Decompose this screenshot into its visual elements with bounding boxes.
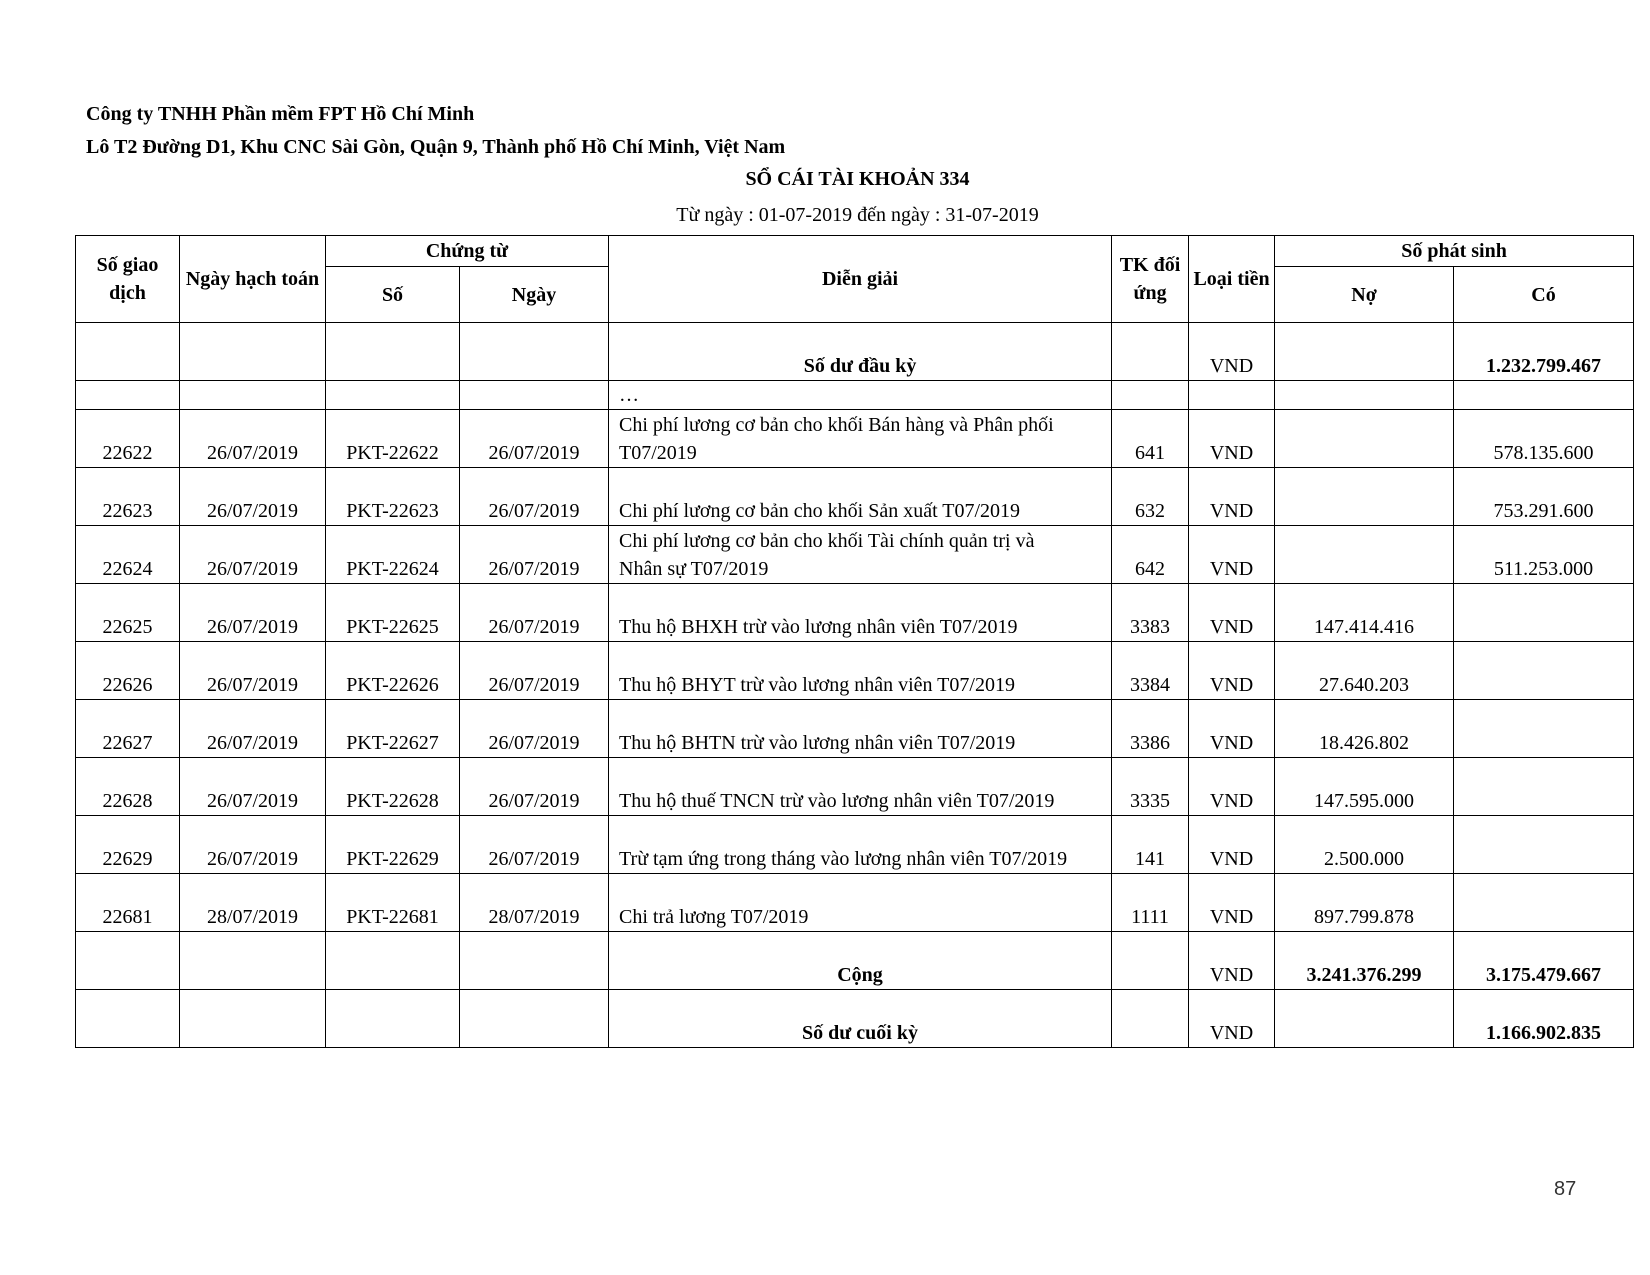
description-line	[619, 701, 1107, 729]
total-label: Cộng	[609, 932, 1112, 990]
description-line: T07/2019	[619, 442, 697, 464]
total-currency: VND	[1189, 932, 1275, 990]
currency: VND	[1189, 758, 1275, 816]
page-number: 87	[1554, 1178, 1577, 1200]
description-line: Chi trả lương T07/2019	[619, 906, 809, 928]
posting-date: 26/07/2019	[180, 526, 326, 584]
document-date: 26/07/2019	[460, 758, 609, 816]
col-header-so: Số	[326, 267, 460, 323]
currency: VND	[1189, 468, 1275, 526]
debit-amount: 147.595.000	[1275, 758, 1454, 816]
posting-date: 26/07/2019	[180, 410, 326, 468]
description-cell	[609, 642, 1112, 700]
document-number: PKT-22622	[326, 410, 460, 468]
document-date: 26/07/2019	[460, 816, 609, 874]
closing-balance-currency: VND	[1189, 990, 1275, 1048]
currency: VND	[1189, 816, 1275, 874]
currency: VND	[1189, 642, 1275, 700]
description-line: Thu hộ BHTN trừ vào lương nhân viên T07/2019	[619, 732, 1016, 754]
company-name: Công ty TNHH Phần mềm FPT Hồ Chí Minh	[86, 103, 475, 125]
debit-amount: 18.426.802	[1275, 700, 1454, 758]
description-line	[619, 817, 1107, 845]
description-cell	[609, 468, 1112, 526]
transaction-id: 22681	[76, 874, 180, 932]
posting-date: 26/07/2019	[180, 468, 326, 526]
col-header-ngay: Ngày	[460, 267, 609, 323]
opening-balance-label: Số dư đầu kỳ	[609, 323, 1112, 381]
transaction-id: 22623	[76, 468, 180, 526]
document-number: PKT-22627	[326, 700, 460, 758]
ledger-body	[76, 323, 1634, 1048]
document-number: PKT-22624	[326, 526, 460, 584]
debit-amount: 147.414.416	[1275, 584, 1454, 642]
transaction-id: 22629	[76, 816, 180, 874]
col-header-loai-tien: Loại tiền	[1189, 236, 1275, 323]
transaction-id: 22626	[76, 642, 180, 700]
posting-date: 26/07/2019	[180, 816, 326, 874]
description-line: Thu hộ BHXH trừ vào lương nhân viên T07/2019	[619, 616, 1018, 638]
table-row	[76, 816, 1634, 874]
posting-date: 26/07/2019	[180, 758, 326, 816]
col-header-no: Nợ	[1275, 267, 1454, 323]
document-number: PKT-22628	[326, 758, 460, 816]
description-line: Nhân sự T07/2019	[619, 558, 769, 580]
document-number: PKT-22626	[326, 642, 460, 700]
col-header-dien-giai: Diễn giải	[609, 236, 1112, 323]
ledger-table	[75, 235, 1634, 1048]
posting-date: 26/07/2019	[180, 584, 326, 642]
col-header-chung-tu: Chứng từ	[326, 236, 609, 267]
currency: VND	[1189, 874, 1275, 932]
transaction-id: 22625	[76, 584, 180, 642]
total-row	[76, 932, 1634, 990]
opening-balance-currency: VND	[1189, 323, 1275, 381]
col-header-ngay-hach-toan: Ngày hạch toán	[180, 236, 326, 323]
document-date: 26/07/2019	[460, 642, 609, 700]
credit-amount: 511.253.000	[1454, 526, 1634, 584]
credit-amount	[1454, 758, 1634, 816]
description-cell	[609, 700, 1112, 758]
description-cell	[609, 758, 1112, 816]
debit-amount: 27.640.203	[1275, 642, 1454, 700]
transaction-id: 22624	[76, 526, 180, 584]
table-row	[76, 526, 1634, 584]
transaction-id: 22627	[76, 700, 180, 758]
document-number: PKT-22681	[326, 874, 460, 932]
description-line: Chi phí lương cơ bản cho khối Sản xuất T07/2019	[619, 500, 1021, 522]
col-header-co: Có	[1454, 267, 1634, 323]
document-number: PKT-22623	[326, 468, 460, 526]
description-line	[619, 643, 1107, 671]
contra-account: 3335	[1112, 758, 1189, 816]
closing-balance-label: Số dư cuối kỳ	[609, 990, 1112, 1048]
contra-account: 641	[1112, 410, 1189, 468]
contra-account: 642	[1112, 526, 1189, 584]
document-date: 26/07/2019	[460, 410, 609, 468]
contra-account: 3386	[1112, 700, 1189, 758]
description-cell	[609, 526, 1112, 584]
currency: VND	[1189, 700, 1275, 758]
description-line	[619, 875, 1107, 903]
description-cell	[609, 584, 1112, 642]
credit-amount	[1454, 874, 1634, 932]
credit-amount	[1454, 642, 1634, 700]
currency: VND	[1189, 526, 1275, 584]
document-date: 26/07/2019	[460, 700, 609, 758]
posting-date: 26/07/2019	[180, 700, 326, 758]
description-line: Thu hộ thuế TNCN trừ vào lương nhân viên T07/2019	[619, 790, 1055, 812]
document-date: 28/07/2019	[460, 874, 609, 932]
ledger-period: Từ ngày : 01-07-2019 đến ngày : 31-07-2019	[676, 204, 1039, 226]
contra-account: 632	[1112, 468, 1189, 526]
document-date: 26/07/2019	[460, 526, 609, 584]
contra-account: 3383	[1112, 584, 1189, 642]
document-number: PKT-22625	[326, 584, 460, 642]
document-number: PKT-22629	[326, 816, 460, 874]
description-line: Chi phí lương cơ bản cho khối Tài chính quản trị và	[619, 530, 1035, 552]
description-cell	[609, 410, 1112, 468]
col-header-tk-doi-ung: TK đối ứng	[1112, 236, 1189, 323]
description-line	[619, 759, 1107, 787]
currency: VND	[1189, 410, 1275, 468]
document-date: 26/07/2019	[460, 468, 609, 526]
credit-amount	[1454, 816, 1634, 874]
table-row	[76, 468, 1634, 526]
document-date: 26/07/2019	[460, 584, 609, 642]
transaction-id: 22622	[76, 410, 180, 468]
table-row	[76, 410, 1634, 468]
credit-amount: 753.291.600	[1454, 468, 1634, 526]
credit-amount: 578.135.600	[1454, 410, 1634, 468]
description-cell	[609, 874, 1112, 932]
col-header-so-giao-dich: Số giao dịch	[76, 236, 180, 323]
contra-account: 1111	[1112, 874, 1189, 932]
debit-amount	[1275, 526, 1454, 584]
contra-account: 3384	[1112, 642, 1189, 700]
currency: VND	[1189, 584, 1275, 642]
company-address: Lô T2 Đường D1, Khu CNC Sài Gòn, Quận 9, Thành phố Hồ Chí Minh, Việt Nam	[86, 136, 786, 158]
total-no: 3.241.376.299	[1275, 932, 1454, 990]
debit-amount	[1275, 410, 1454, 468]
table-row	[76, 584, 1634, 642]
table-row	[76, 700, 1634, 758]
ellipsis-row	[76, 381, 1634, 410]
col-header-so-phat-sinh: Số phát sinh	[1275, 236, 1634, 267]
posting-date: 28/07/2019	[180, 874, 326, 932]
credit-amount	[1454, 584, 1634, 642]
debit-amount: 2.500.000	[1275, 816, 1454, 874]
closing-balance-co: 1.166.902.835	[1454, 990, 1634, 1048]
transaction-id: 22628	[76, 758, 180, 816]
ledger-title: SỔ CÁI TÀI KHOẢN 334	[745, 168, 970, 190]
credit-amount	[1454, 700, 1634, 758]
description-line	[619, 585, 1107, 613]
description-cell	[609, 816, 1112, 874]
debit-amount	[1275, 468, 1454, 526]
description-line	[619, 469, 1107, 497]
posting-date: 26/07/2019	[180, 642, 326, 700]
closing-balance-row	[76, 990, 1634, 1048]
total-co: 3.175.479.667	[1454, 932, 1634, 990]
opening-balance-co: 1.232.799.467	[1454, 323, 1634, 381]
debit-amount: 897.799.878	[1275, 874, 1454, 932]
table-row	[76, 758, 1634, 816]
opening-balance-row	[76, 323, 1634, 381]
description-line: Thu hộ BHYT trừ vào lương nhân viên T07/2019	[619, 674, 1015, 696]
ellipsis-text: …	[609, 381, 1112, 410]
description-line: Chi phí lương cơ bản cho khối Bán hàng và Phân phối	[619, 414, 1054, 436]
table-row	[76, 874, 1634, 932]
table-row	[76, 642, 1634, 700]
contra-account: 141	[1112, 816, 1189, 874]
description-line: Trừ tạm ứng trong tháng vào lương nhân viên T07/2019	[619, 848, 1068, 870]
